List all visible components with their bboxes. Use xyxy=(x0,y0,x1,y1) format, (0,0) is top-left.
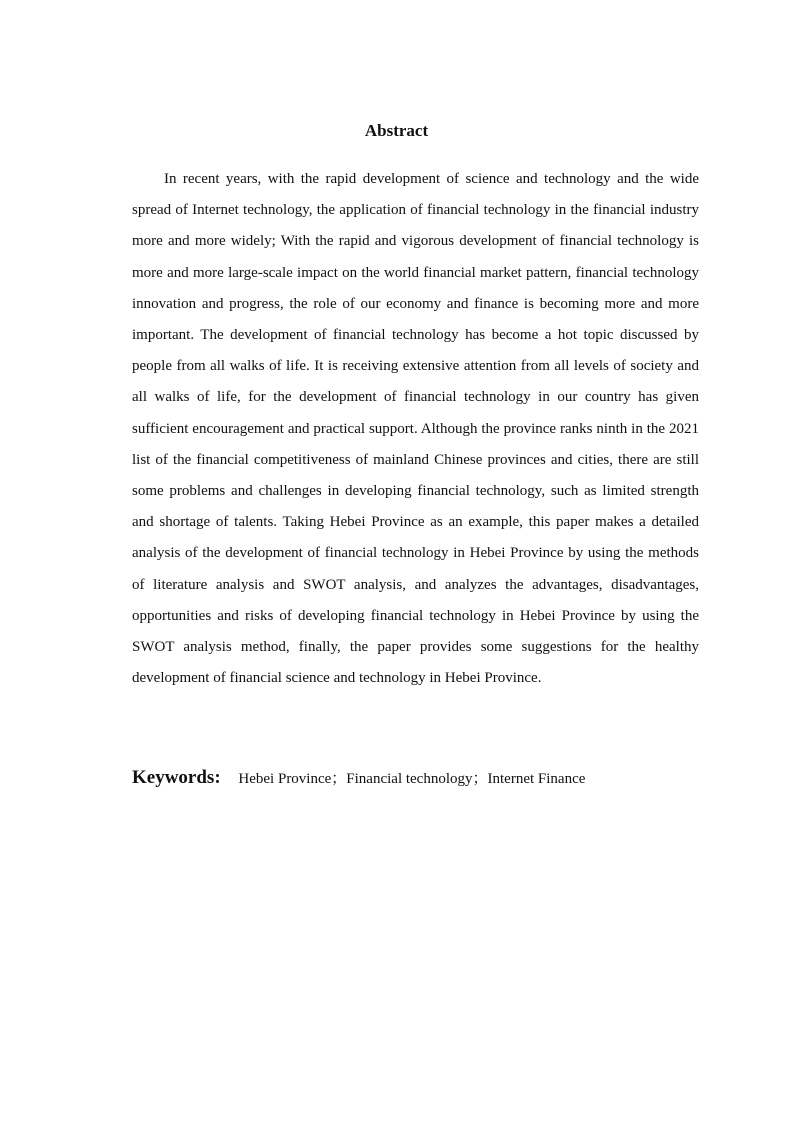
keywords-label: Keywords: xyxy=(132,767,221,788)
keywords-line xyxy=(132,763,699,794)
keywords-value: Hebei Province；Financial technology；Internet Finance xyxy=(238,771,586,787)
abstract-title: Abstract xyxy=(364,121,429,140)
abstract-body: In recent years, with the rapid development of science and technology and the wide spread of Internet technology, the application of financial technology in the financial industry more and more widely; With the rapid and vigorous development of financial technology is more and more large-scale impact on the world financial market pattern, financial technology innovation and progress, the role of our economy and finance is becoming more and more important. The development of financial technology has become a hot topic discussed by people from all walks of life. It is receiving extensive attention from all levels of society and all walks of life, for the development of financial technology in our country has given sufficient encouragement and practical support. Although the province ranks ninth in the 2021 list of the financial competitiveness of mainland Chinese provinces and cities, there are still some problems and challenges in developing financial technology, such as limited strength and shortage of talents. Taking Hebei Province as an example, this paper makes a detailed analysis of the development of financial technology in Hebei Province by using the methods of literature analysis and SWOT analysis, and analyzes the advantages, disadvantages, opportunities and risks of developing financial technology in Hebei Province by using the SWOT analysis method, finally, the paper provides some suggestions for the healthy development of financial science and technology in Hebei Province. xyxy=(132,171,699,687)
